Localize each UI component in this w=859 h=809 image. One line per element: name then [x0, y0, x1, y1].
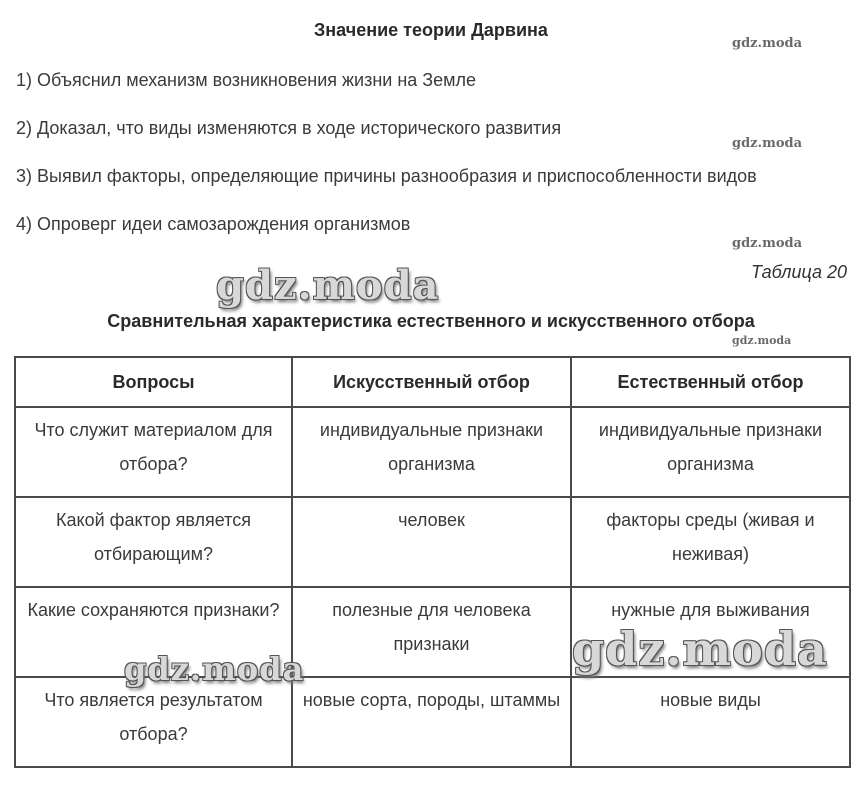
table-row — [15, 407, 850, 497]
table-cell: Какой фактор является отбирающим? — [15, 497, 292, 587]
table-cell: Что служит материалом для отбора? — [15, 407, 292, 497]
comparison-table — [14, 356, 851, 768]
table-cell: полезные для человека признаки — [292, 587, 571, 677]
table-cell: Что является результатом отбора? — [15, 677, 292, 767]
table-header-row — [15, 357, 850, 407]
table-cell: новые виды — [571, 677, 850, 767]
table-title: Сравнительная характеристика естественного и искусственного отбора — [107, 311, 755, 331]
page-title: Значение теории Дарвина — [314, 20, 548, 40]
list-item: 4) Опроверг идеи самозарождения организмов — [16, 214, 411, 234]
watermark-large: gdz.moda — [216, 262, 440, 309]
table-row — [15, 677, 850, 767]
table-cell: факторы среды (живая и неживая) — [571, 497, 850, 587]
column-header: Естественный отбор — [571, 357, 850, 407]
watermark: gdz.moda — [732, 334, 792, 347]
list-item: 3) Выявил факторы, определяющие причины разнообразия и приспособленности видов — [16, 166, 757, 186]
column-header: Искусственный отбор — [292, 357, 571, 407]
table-cell: новые сорта, породы, штаммы — [292, 677, 571, 767]
table-cell: индивидуальные признаки организма — [571, 407, 850, 497]
watermark-large: gdz.moda — [124, 650, 305, 688]
watermark-large: gdz.moda — [572, 622, 828, 676]
table-cell: человек — [292, 497, 571, 587]
watermark: gdz.moda — [732, 236, 803, 251]
table-row — [15, 497, 850, 587]
list-item: 2) Доказал, что виды изменяются в ходе исторического развития — [16, 118, 562, 138]
watermark: gdz.moda — [732, 136, 803, 151]
column-header: Вопросы — [15, 357, 292, 407]
list-item: 1) Объяснил механизм возникновения жизни на Земле — [16, 70, 477, 90]
watermark: gdz.moda — [732, 36, 803, 51]
table-cell: индивидуальные признаки организма — [292, 407, 571, 497]
table-cell: Какие сохраняются признаки? — [15, 587, 292, 677]
table-cell: нужные для выживания — [571, 587, 850, 677]
table-caption: Таблица 20 — [750, 262, 847, 282]
